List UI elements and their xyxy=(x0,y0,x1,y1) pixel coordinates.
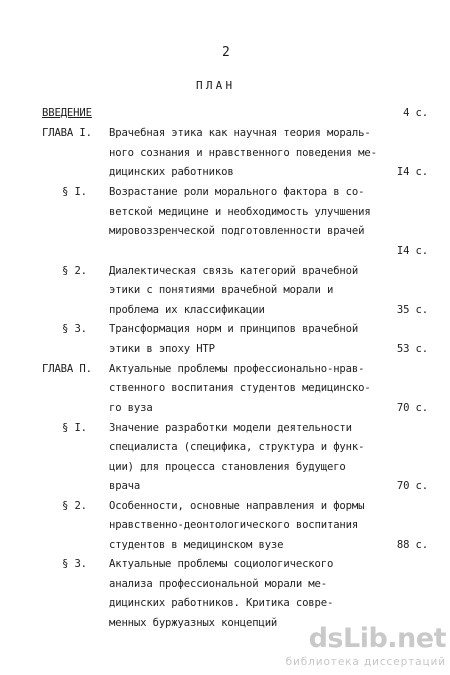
toc-ch2-section-1-line-4: врача xyxy=(109,480,141,492)
toc-ch2-section-3-label: § 3. xyxy=(62,558,87,570)
toc-chapter-2-line-3: го вуза xyxy=(109,402,153,414)
toc-intro-label: ВВЕДЕНИЕ xyxy=(42,107,92,119)
toc-ch2-section-2-line-1: Особенности, основные направления и формы xyxy=(109,500,365,512)
toc-ch2-section-1-line-3: ции) для процесса становления будущего xyxy=(109,461,346,473)
toc-chapter-2-line-2: ственного воспитания студентов медицинско- xyxy=(109,382,371,394)
toc-ch1-section-3-page: 53 с. xyxy=(396,343,428,355)
page-number: 2 xyxy=(222,45,230,60)
toc-ch1-section-1-line-2: ветской медицине и необходимость улучшения xyxy=(109,206,371,218)
toc-ch1-section-1-page: I4 с. xyxy=(396,245,428,257)
toc-chapter-1-line-2: ного сознания и нравственного поведения ме- xyxy=(109,147,377,159)
toc-chapter-1-line-1: Врачебная этика как научная теория мораль- xyxy=(109,127,371,139)
toc-intro-page: 4 с. xyxy=(403,107,428,119)
watermark-subtitle: библиотека диссертаций xyxy=(285,656,446,668)
toc-ch2-section-3-line-3: дицинских работников. Критика совре- xyxy=(109,597,334,609)
toc-ch2-section-3-line-1: Актуальные проблемы социологического xyxy=(109,558,334,570)
toc-ch2-section-2-line-2: нравственно-деонтологического воспитания xyxy=(109,519,359,531)
toc-ch1-section-1-line-3: мировоззренческой подготовленности врачей xyxy=(109,225,365,237)
toc-ch1-section-2-line-3: проблема их классификации xyxy=(109,304,265,316)
toc-chapter-2-label: ГЛАВА П. xyxy=(42,363,92,375)
toc-ch2-section-1-line-2: специалиста (специфика, структура и функ- xyxy=(109,441,365,453)
toc-chapter-2-line-1: Актуальные проблемы профессионально-нрав- xyxy=(109,363,365,375)
toc-ch1-section-3-line-2: этики в эпоху НТР xyxy=(109,343,215,355)
toc-ch2-section-2-label: § 2. xyxy=(62,500,87,512)
toc-chapter-1-page: I4 с. xyxy=(396,166,428,178)
toc-ch2-section-2-line-3: студентов в медицинском вузе xyxy=(109,539,284,551)
toc-ch1-section-2-label: § 2. xyxy=(62,265,87,277)
toc-ch2-section-3-line-4: менных буржуазных концепций xyxy=(109,617,278,629)
toc-ch2-section-3-line-2: анализа профессиональной морали ме- xyxy=(109,578,327,590)
toc-ch2-section-1-label: § I. xyxy=(62,422,87,434)
page-title: ПЛАН xyxy=(196,79,236,92)
toc-ch1-section-3-label: § 3. xyxy=(62,323,87,335)
toc-ch1-section-2-page: 35 с. xyxy=(396,304,428,316)
toc-ch2-section-2-page: 88 с. xyxy=(396,539,428,551)
toc-ch1-section-2-line-1: Диалектическая связь категорий врачебной xyxy=(109,265,359,277)
toc-ch2-section-1-line-1: Значение разработки модели деятельности xyxy=(109,422,352,434)
toc-chapter-1-label: ГЛАВА I. xyxy=(42,127,92,139)
toc-ch1-section-2-line-2: этики с понятиями врачебной морали и xyxy=(109,284,334,296)
toc-ch2-section-1-page: 70 с. xyxy=(396,480,428,492)
toc-chapter-2-page: 70 с. xyxy=(396,402,428,414)
toc-ch1-section-1-line-1: Возрастание роли морального фактора в со- xyxy=(109,186,365,198)
watermark xyxy=(268,622,446,670)
toc-ch1-section-1-label: § I. xyxy=(62,186,87,198)
watermark-logo: dsLib.net xyxy=(308,623,446,654)
toc-chapter-1-line-3: дицинских работников xyxy=(109,166,234,178)
toc-ch1-section-3-line-1: Трансформация норм и принципов врачебной xyxy=(109,323,359,335)
